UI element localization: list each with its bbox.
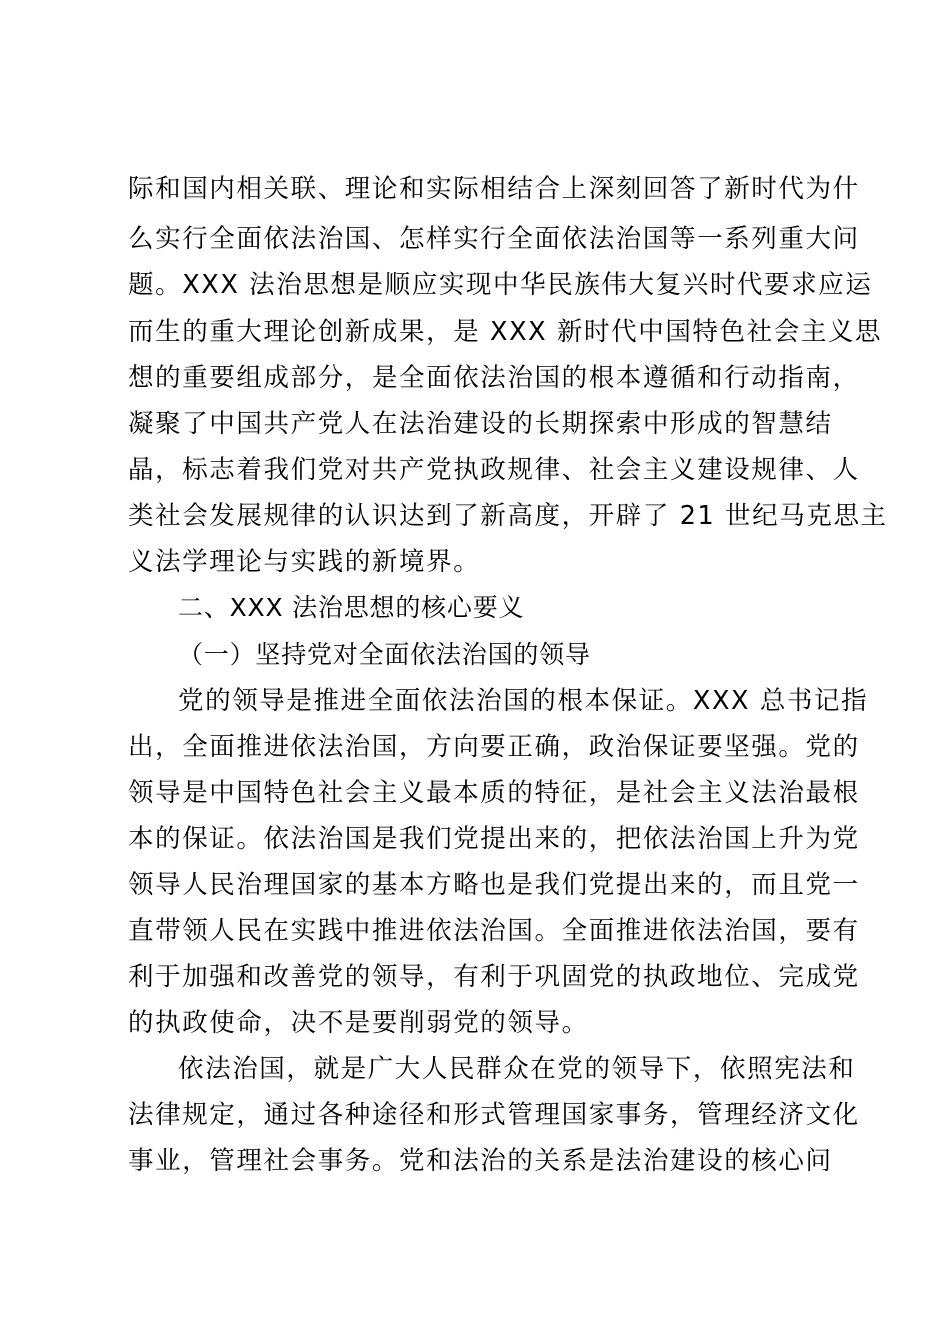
body-text-line: 本的保证。依法治国是我们党提出来的，把依法治国上升为党 [128, 824, 860, 854]
body-text-line: 题。XXX 法治思想是顺应实现中华民族伟大复兴时代要求应运 [128, 270, 873, 300]
subsection-heading: （一）坚持党对全面依法治国的领导 [178, 640, 591, 669]
body-text-line: 么实行全面依法治国、怎样实行全面依法治国等一系列重大问 [128, 224, 860, 254]
body-text-line: 晶，标志着我们党对共产党执政规律、社会主义建设规律、人 [128, 455, 860, 485]
body-text-line: 直带领人民在实践中推进依法治国。全面推进依法治国，要有 [128, 916, 860, 946]
body-text-line: 法律规定，通过各种途径和形式管理国家事务，管理经济文化 [128, 1100, 860, 1130]
body-text-line: 凝聚了中国共产党人在法治建设的长期探索中形成的智慧结 [128, 409, 833, 439]
section-heading: 二、XXX 法治思想的核心要义 [178, 593, 525, 622]
body-text-line: 领导人民治理国家的基本方略也是我们党提出来的，而且党一 [128, 870, 860, 900]
paragraph-first-line: 依法治国，就是广大人民群众在党的领导下，依照宪法和 [178, 1054, 856, 1084]
body-text-line: 领导是中国特色社会主义最本质的特征，是社会主义法治最根 [128, 778, 860, 808]
body-text-line: 义法学理论与实践的新境界。 [128, 547, 481, 577]
body-text-line: 事业，管理社会事务。党和法治的关系是法治建设的核心问 [128, 1146, 833, 1176]
body-text-line: 想的重要组成部分，是全面依法治国的根本遵循和行动指南， [128, 363, 860, 393]
body-text-line: 的执政使命，决不是要削弱党的领导。 [128, 1008, 589, 1038]
body-text-line: 利于加强和改善党的领导，有利于巩固党的执政地位、完成党 [128, 962, 860, 992]
body-text-line: 出，全面推进依法治国，方向要正确，政治保证要坚强。党的 [128, 732, 860, 762]
paragraph-first-line: 党的领导是推进全面依法治国的根本保证。XXX 总书记指 [178, 686, 869, 716]
body-text-line: 际和国内相关联、理论和实际相结合上深刻回答了新时代为什 [128, 174, 860, 204]
body-text-line: 而生的重大理论创新成果，是 XXX 新时代中国特色社会主义思 [128, 317, 883, 347]
body-text-line: 类社会发展规律的认识达到了新高度，开辟了 21 世纪马克思主 [128, 501, 888, 531]
